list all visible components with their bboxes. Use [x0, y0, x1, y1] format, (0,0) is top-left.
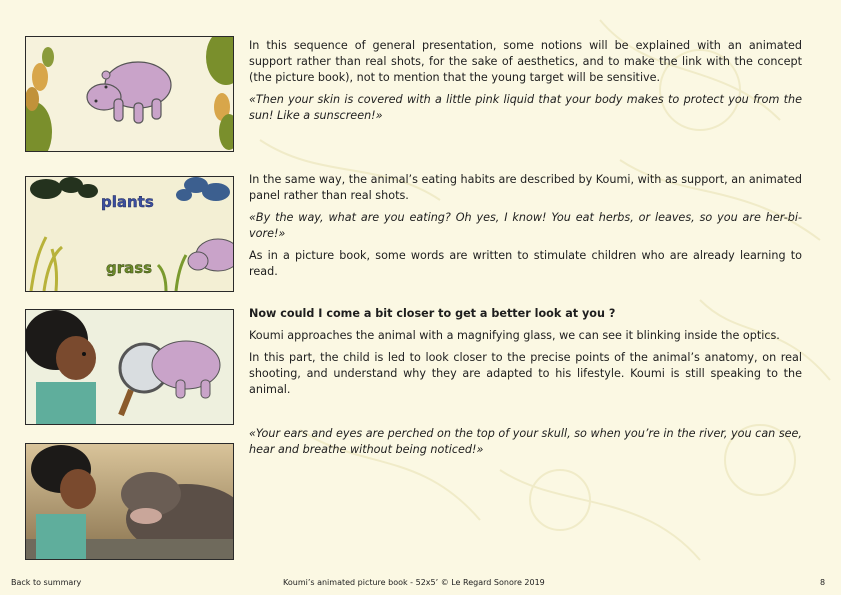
word-grass: grass: [106, 259, 153, 277]
paragraph: In the same way, the animal’s eating habits are described by Koumi, with as support, an animated panel rather than real shots.: [249, 173, 802, 202]
paragraph: Koumi approaches the animal with a magnifying glass, we can see it blinking inside the optics.: [249, 329, 780, 342]
paragraph: As in a picture book, some words are written to stimulate children who are already learning to read.: [249, 249, 802, 278]
quote: «Your ears and eyes are perched on the top of your skull, so when you’re in the river, you can see, hear and breathe without being noticed!»: [249, 427, 802, 456]
illustration-koumi-magnifying-glass: [25, 309, 234, 425]
page-number: 8: [820, 578, 826, 587]
paragraph: In this sequence of general presentation, some notions will be explained with an animated support rather than real shots, for the sake of aesthetics, and to make the link with the concept (the picture book), not to mention that the young target will be sensitive.: [249, 39, 802, 84]
back-to-summary-link[interactable]: Back to summary: [11, 578, 82, 587]
footer-credit: Koumi’s animated picture book - 52x5’ © Le Regard Sonore 2019: [283, 578, 545, 587]
photo-koumi-with-real-hippo: [25, 443, 234, 560]
section-animated-support: [249, 38, 802, 130]
quote: «By the way, what are you eating? Oh yes, I know! You eat herbs, or leaves, so you are her-bi-vore!»: [249, 211, 802, 240]
illustration-plants-grass-panel: [25, 176, 234, 292]
paragraph: In this part, the child is led to look closer to the precise points of the animal’s anatomy, on real shooting, and understand why they are adapted to his lifestyle. Koumi is still speaking to the animal.: [249, 351, 802, 396]
section-heading: Now could I come a bit closer to get a better look at you ?: [249, 307, 616, 320]
section-closer-look: [249, 306, 802, 404]
word-plants: plants: [101, 193, 154, 211]
section-ears-eyes: [249, 426, 802, 464]
quote: «Then your skin is covered with a little pink liquid that your body makes to protect you from the sun! Like a sunscreen!»: [249, 93, 802, 122]
illustration-pink-hippo: [25, 36, 234, 152]
section-eating-habits: [249, 172, 802, 286]
